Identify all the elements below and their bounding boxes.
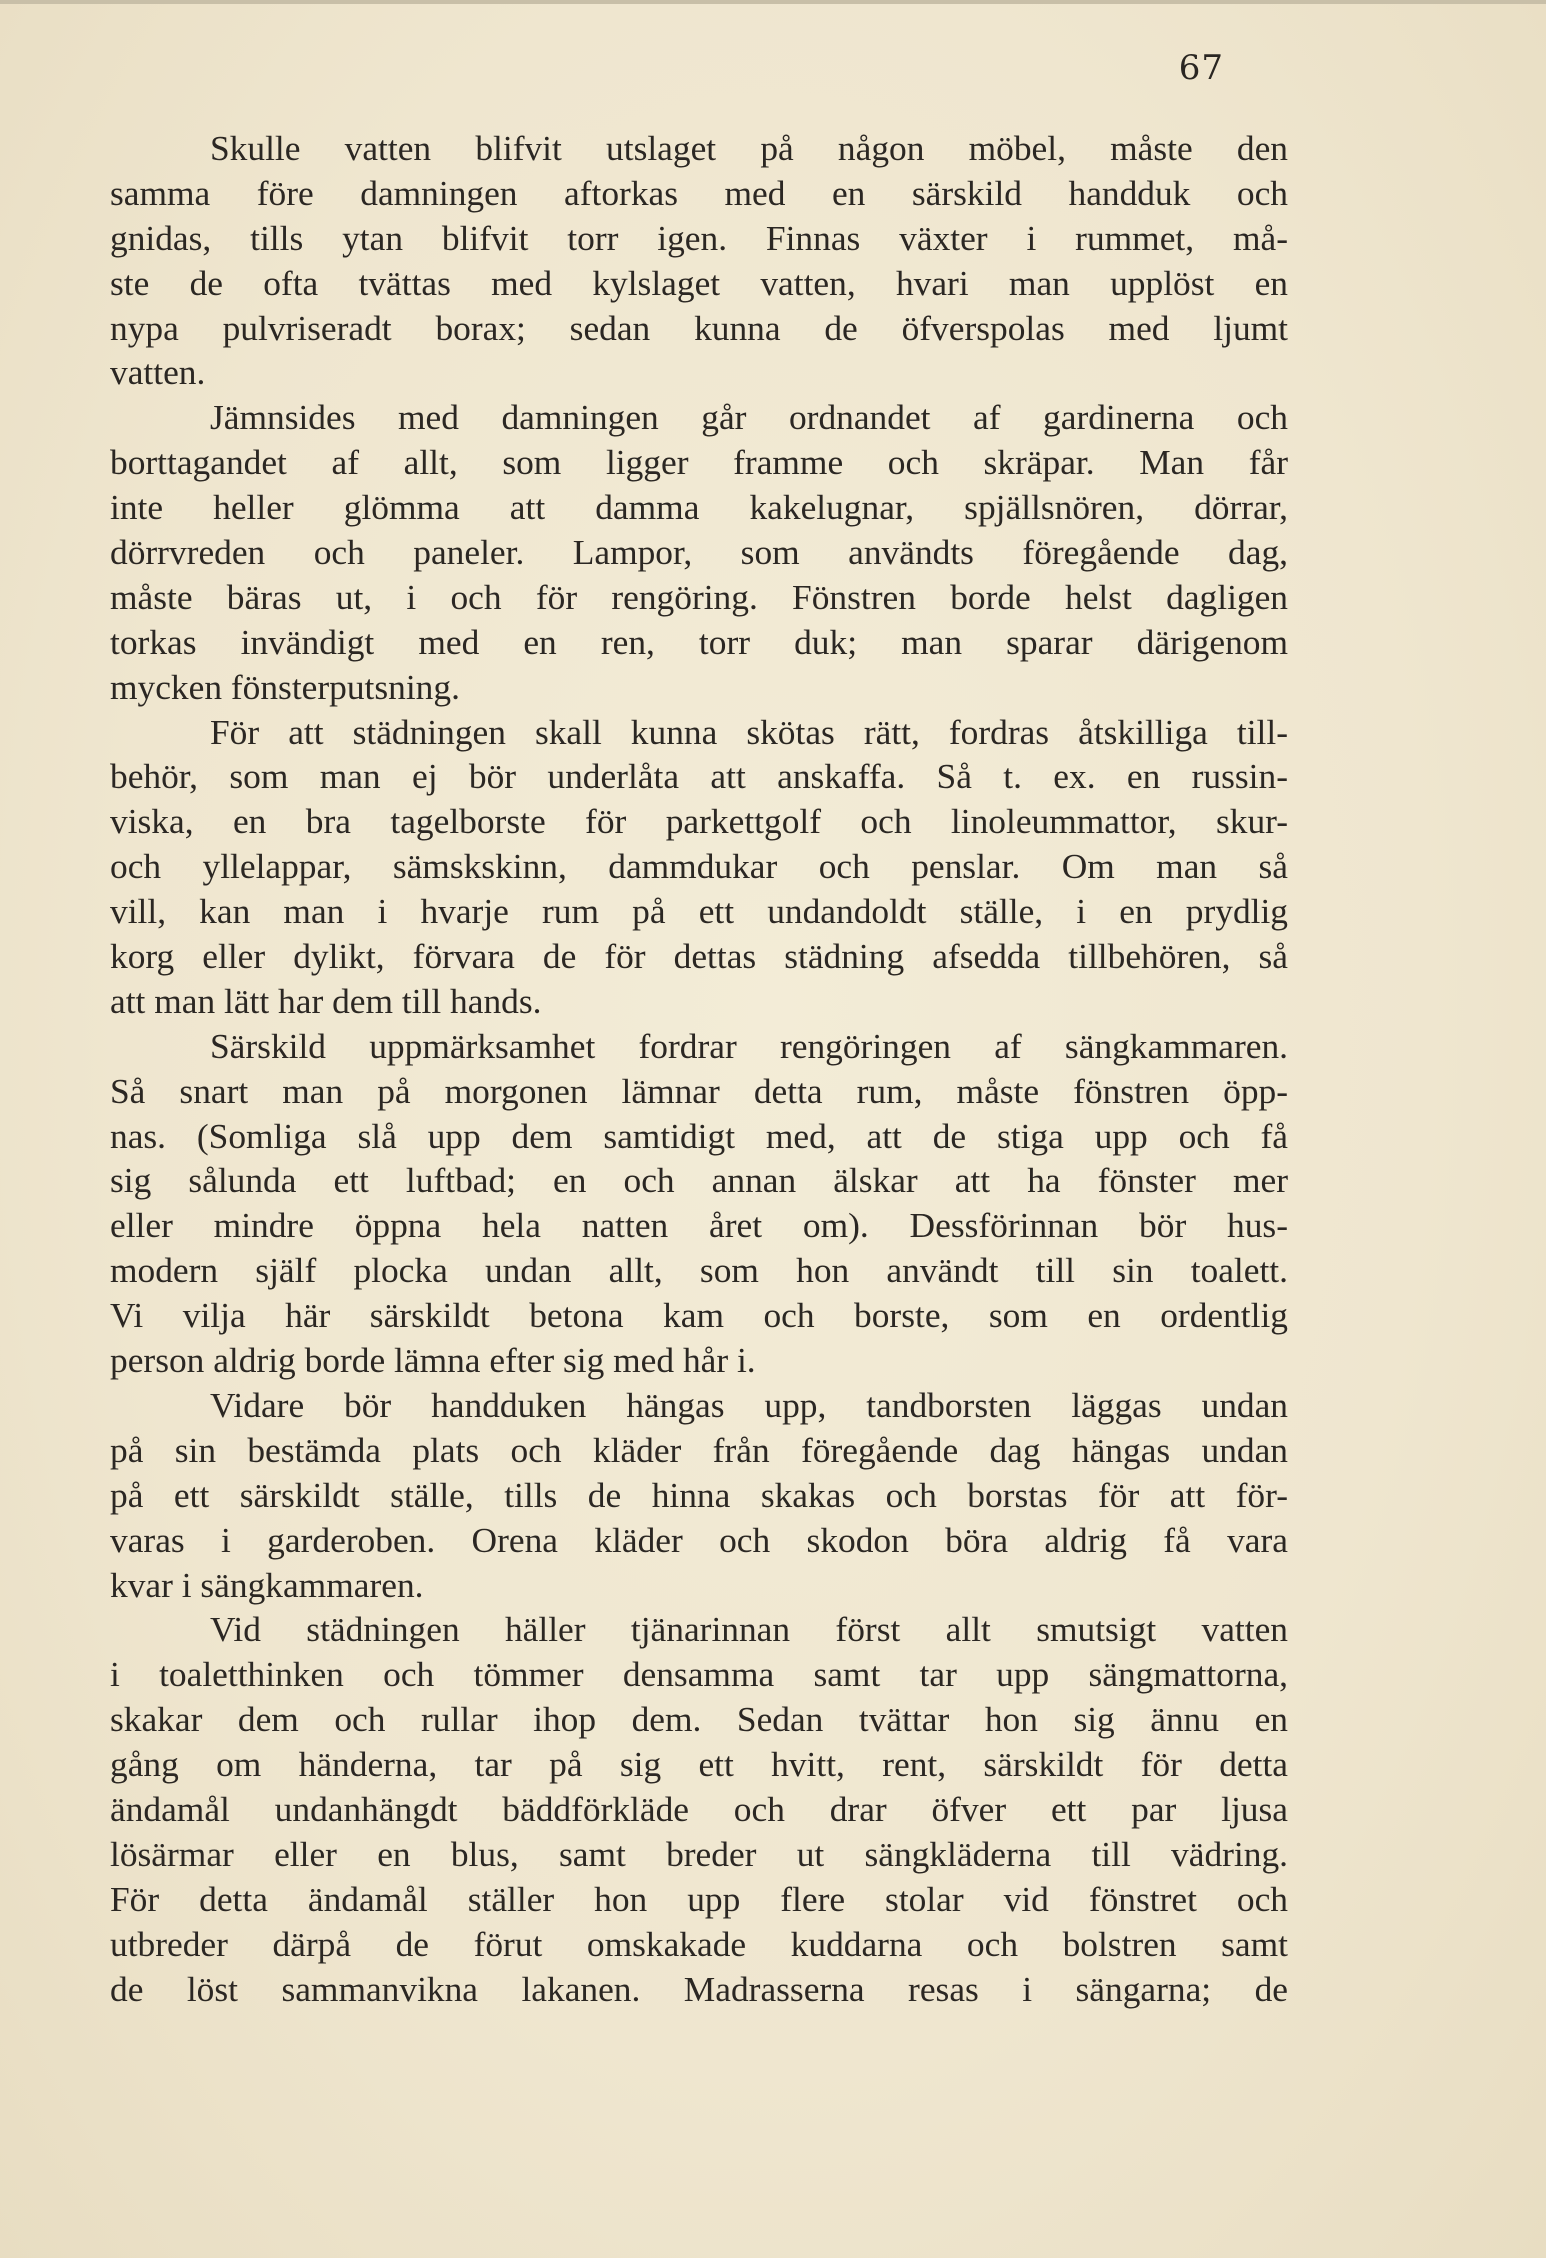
text-line: skakar dem och rullar ihop dem. Sedan tvättar hon sig ännu en <box>110 1699 1288 1740</box>
text-line: gång om händerna, tar på sig ett hvitt, rent, särskildt för detta <box>110 1744 1288 1785</box>
page-number: 67 <box>1178 48 1224 88</box>
text-line: Vid städningen häller tjänarinnan först allt smutsigt vatten <box>210 1609 1288 1650</box>
text-line: Särskild uppmärksamhet fordrar rengöringen af sängkammaren. <box>210 1025 1288 1066</box>
text-line: vatten. <box>110 352 206 393</box>
text-line: utbreder därpå de förut omskakade kuddarna och bolstren samt <box>110 1923 1288 1964</box>
text-line: korg eller dylikt, förvara de för dettas städning afsedda tillbehören, så <box>110 936 1288 977</box>
text-line: vill, kan man i hvarje rum på ett undandoldt ställe, i en prydlig <box>110 891 1288 932</box>
text-line: varas i garderoben. Orena kläder och skodon böra aldrig få vara <box>110 1519 1288 1560</box>
page-top-edge <box>0 0 1546 4</box>
text-line: ste de ofta tvättas med kylslaget vatten, hvari man upplöst en <box>110 262 1288 303</box>
text-line: måste bäras ut, i och för rengöring. Fönstren borde helst dagligen <box>110 576 1288 617</box>
text-line: dörrvreden och paneler. Lampor, som användts föregående dag, <box>110 532 1288 573</box>
text-line: samma före damningen aftorkas med en särskild handduk och <box>110 172 1288 213</box>
text-line: i toaletthinken och tömmer densamma samt tar upp sängmattorna, <box>110 1654 1288 1695</box>
body-text <box>110 126 1288 2011</box>
text-line: mycken fönsterputsning. <box>110 666 460 707</box>
text-line: viska, en bra tagelborste för parkettgolf och linoleummattor, skur- <box>110 801 1288 842</box>
text-line: behör, som man ej bör underlåta att anskaffa. Så t. ex. en russin- <box>110 756 1288 797</box>
text-line: För detta ändamål ställer hon upp flere stolar vid fönstret och <box>110 1878 1288 1919</box>
text-line: Vi vilja här särskildt betona kam och borste, som en ordentlig <box>110 1295 1288 1336</box>
text-line: att man lätt har dem till hands. <box>110 980 542 1021</box>
text-line: gnidas, tills ytan blifvit torr igen. Finnas växter i rummet, må- <box>110 217 1288 258</box>
text-line: borttagandet af allt, som ligger framme och skräpar. Man får <box>110 442 1288 483</box>
text-line: För att städningen skall kunna skötas rätt, fordras åtskilliga till- <box>210 711 1288 752</box>
text-line: lösärmar eller en blus, samt breder ut sängkläderna till vädring. <box>110 1833 1288 1874</box>
text-line: eller mindre öppna hela natten året om). Dessförinnan bör hus- <box>110 1205 1288 1246</box>
text-line: de löst sammanvikna lakanen. Madrasserna resas i sängarna; de <box>110 1968 1288 2009</box>
text-line: kvar i sängkammaren. <box>110 1564 424 1605</box>
text-line: modern själf plocka undan allt, som hon användt till sin toalett. <box>110 1250 1288 1291</box>
text-line: Skulle vatten blifvit utslaget på någon möbel, måste den <box>210 128 1288 168</box>
text-line: nypa pulvriseradt borax; sedan kunna de öfverspolas med ljumt <box>110 307 1288 348</box>
text-line: och yllelappar, sämskskinn, dammdukar och penslar. Om man så <box>110 846 1288 887</box>
text-line: Vidare bör handduken hängas upp, tandborsten läggas undan <box>210 1384 1288 1425</box>
text-line: Så snart man på morgonen lämnar detta rum, måste fönstren öpp- <box>110 1070 1288 1111</box>
text-line: på ett särskildt ställe, tills de hinna skakas och borstas för att för- <box>110 1474 1288 1515</box>
text-line: inte heller glömma att damma kakelugnar, spjällsnören, dörrar, <box>110 487 1288 528</box>
text-line: person aldrig borde lämna efter sig med hår i. <box>110 1340 756 1381</box>
text-line: sig sålunda ett luftbad; en och annan älskar att ha fönster mer <box>110 1160 1288 1201</box>
text-line: på sin bestämda plats och kläder från föregående dag hängas undan <box>110 1429 1288 1470</box>
text-line: nas. (Somliga slå upp dem samtidigt med, att de stiga upp och få <box>110 1115 1288 1156</box>
text-line: ändamål undanhängdt bäddförkläde och drar öfver ett par ljusa <box>110 1788 1288 1829</box>
text-line: torkas invändigt med en ren, torr duk; man sparar därigenom <box>110 621 1288 662</box>
text-line: Jämnsides med damningen går ordnandet af gardinerna och <box>210 397 1288 438</box>
